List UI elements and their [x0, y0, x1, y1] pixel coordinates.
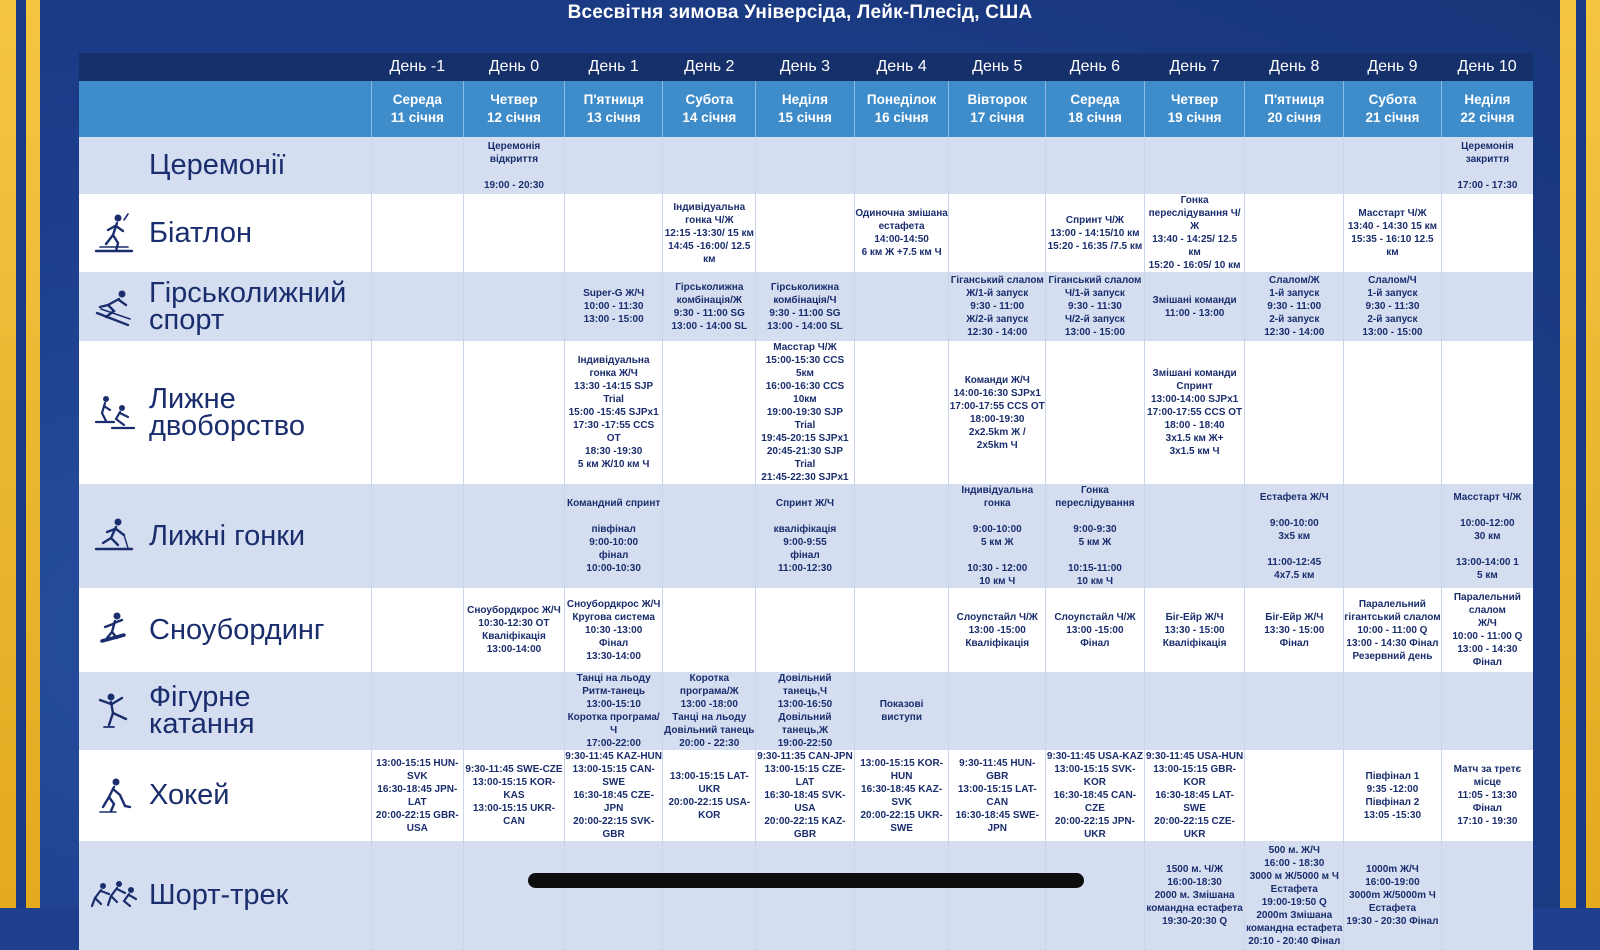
schedule-cell	[949, 841, 1046, 950]
schedule-cell	[663, 841, 756, 950]
date-label: 17 січня	[970, 110, 1025, 125]
weekday-label: Середа	[1070, 92, 1120, 107]
schedule-cell	[1144, 484, 1245, 588]
day-number-header: День 10	[1441, 53, 1533, 81]
schedule-cell: Super-G Ж/Ч 10:00 - 11:30 13:00 - 15:00	[564, 272, 663, 341]
date-label: 19 січня	[1167, 110, 1222, 125]
sport-name: Шорт-трек	[149, 879, 289, 911]
cross-country-icon	[79, 514, 149, 558]
schedule-cell	[371, 194, 464, 272]
schedule-cell: Естафета Ж/Ч 9:00-10:00 3x5 км 11:00-12:45 4x7.5 км	[1245, 484, 1344, 588]
schedule-cell: Біг-Ейр Ж/Ч 13:30 - 15:00 Фінал	[1245, 588, 1344, 672]
schedule-cell: Спринт Ж/Ч кваліфікація 9:00-9:55 фінал 11:00-12:30	[756, 484, 855, 588]
schedule-cell	[371, 341, 464, 484]
schedule-cell	[1245, 137, 1344, 194]
day-date-row	[79, 81, 1533, 137]
schedule-cell: Довільний танець,Ч 13:00-16:50 Довільний танець,Ж 19:00-22:50	[756, 672, 855, 750]
schedule-cell: Змішані команди Спринт 13:00-14:00 SJPx1 17:00-17:55 CCS OT 18:00 - 18:40 3x1.5 км Ж+ 3x1.5 км Ч	[1144, 341, 1245, 484]
sport-name: Сноубординг	[149, 613, 325, 646]
day-number-header: День 8	[1245, 53, 1344, 81]
schedule-cell: 9:30-11:45 USA-HUN 13:00-15:15 GBR-KOR 16:30-18:45 LAT-SWE 20:00-22:15 CZE-UKR	[1145, 751, 1244, 840]
schedule-row	[79, 194, 1533, 272]
schedule-cell: Сноубордкрос Ж/Ч Кругова система 10:30 -13:00 Фінал 13:30-14:00	[564, 588, 663, 672]
schedule-cell	[371, 588, 464, 672]
schedule-cell: Паралельний слалом Ж/Ч 10:00 - 11:00 Q 13:00 - 14:30 Фінал	[1441, 588, 1533, 672]
schedule-cell	[564, 137, 663, 194]
day-date-header	[1344, 81, 1442, 137]
schedule-cell	[1441, 841, 1533, 950]
sport-cell	[79, 750, 371, 841]
date-label: 15 січня	[777, 110, 832, 125]
schedule-cell	[854, 137, 949, 194]
home-indicator-bar[interactable]	[528, 873, 1084, 888]
schedule-cell: Змішані команди 11:00 - 13:00	[1144, 272, 1245, 341]
schedule-cell	[371, 672, 464, 750]
schedule-cell: Індивідуальна гонка 9:00-10:00 5 км Ж 10:30 - 12:00 10 км Ч	[949, 484, 1046, 588]
day-date-header	[1144, 81, 1245, 137]
schedule-cell: Спринт Ч/Ж 13:00 - 14:15/10 км 15:20 - 16:35 /7.5 км	[1046, 194, 1145, 272]
date-label: 16 січня	[874, 110, 929, 125]
sport-name: Гірськолижний спорт	[149, 276, 347, 336]
schedule-cell	[1245, 341, 1344, 484]
schedule-cell: 9:30-11:45 USA-KAZ 13:00-15:15 SVK-KOR 16:30-18:45 CAN-CZE 20:00-22:15 JPN-UKR	[1046, 751, 1143, 840]
schedule-cell: Слалом/Ж 1-й запуск 9:30 - 11:00 2-й запуск 12:30 - 14:00	[1245, 272, 1344, 341]
right-gold-border	[1560, 0, 1600, 908]
schedule-cell	[1441, 672, 1533, 750]
schedule-cell	[756, 588, 855, 672]
schedule-cell: Паралельний гігантський слалом 10:00 - 11:00 Q 13:00 - 14:30 Фінал Резервний день	[1344, 588, 1442, 672]
day-number-header: День 2	[663, 53, 756, 81]
weekday-label: Субота	[1368, 92, 1417, 107]
schedule-cell	[371, 841, 464, 950]
schedule-cell	[371, 272, 464, 341]
hockey-icon	[79, 774, 149, 818]
schedule-cell	[949, 137, 1046, 194]
schedule-cell	[949, 194, 1046, 272]
schedule-cell: Слоупстайл Ч/Ж 13:00 -15:00 Фінал	[1046, 588, 1145, 672]
short-track-icon	[79, 874, 149, 918]
schedule-cell	[464, 194, 565, 272]
weekday-label: Понеділок	[866, 92, 937, 107]
schedule-cell: Церемонія відкриття 19:00 - 20:30	[464, 137, 565, 194]
sport-cell	[79, 484, 371, 588]
schedule-cell	[464, 672, 565, 750]
date-label: 20 січня	[1267, 110, 1322, 125]
schedule-cell	[854, 272, 949, 341]
schedule-cell: Показові виступи	[854, 672, 949, 750]
schedule-cell: Біг-Ейр Ж/Ч 13:30 - 15:00 Кваліфікація	[1144, 588, 1245, 672]
weekday-label: Четвер	[1170, 92, 1219, 107]
day-date-header	[756, 81, 855, 137]
day-number-header: День 5	[949, 53, 1046, 81]
schedule-cell: 1500 м. Ч/Ж 16:00-18:30 2000 м. Змішана командна естафета 19:30-20:30 Q	[1144, 841, 1245, 950]
sport-cell	[79, 194, 371, 272]
schedule-cell: Масстар Ч/Ж 15:00-15:30 CCS 5км 16:00-16:30 CCS 10км 19:00-19:30 SJP Trial 19:45-20:15 SJPx1 20:45-21:30 SJP Trial 21:45-22:30 SJPx1	[756, 341, 855, 484]
schedule-cell: Команди Ж/Ч 14:00-16:30 SJPx1 17:00-17:55 CCS OT 18:00-19:30 2x2.5km Ж / 2x5km Ч	[949, 341, 1046, 484]
schedule-cell: Півфінал 1 9:35 -12:00 Півфінал 2 13:05 -15:30	[1344, 750, 1442, 841]
schedule-cell: Масстарт Ч/Ж 13:40 - 14:30 15 км 15:35 - 16:10 12.5 км	[1344, 194, 1442, 272]
schedule-cell	[663, 588, 756, 672]
schedule-cell: Одиночна змішана естафета 14:00-14:50 6 км Ж +7.5 км Ч	[854, 194, 949, 272]
figure-skating-icon	[79, 689, 149, 733]
date-label: 18 січня	[1067, 110, 1122, 125]
sport-cell	[79, 272, 371, 341]
date-label: 14 січня	[682, 110, 737, 125]
schedule-cell	[1344, 137, 1442, 194]
schedule-cell: 9:30-11:35 CAN-JPN 13:00-15:15 CZE-LAT 16:30-18:45 SVK-USA 20:00-22:15 KAZ-GBR	[757, 751, 853, 840]
day-number-header: День 3	[756, 53, 855, 81]
sport-cell	[79, 672, 371, 750]
schedule-cell	[1245, 750, 1344, 841]
day-date-header	[564, 81, 663, 137]
day-date-header	[1441, 81, 1533, 137]
schedule-cell	[464, 341, 565, 484]
sport-cell	[79, 137, 371, 194]
schedule-cell	[756, 841, 855, 950]
date-label: 21 січня	[1365, 110, 1420, 125]
schedule-cell	[1144, 672, 1245, 750]
sport-cell	[79, 341, 371, 484]
schedule-cell	[854, 841, 949, 950]
date-label: 11 січня	[390, 110, 444, 125]
schedule-cell	[1046, 137, 1145, 194]
sport-name: Біатлон	[149, 216, 253, 249]
schedule-cell	[1441, 272, 1533, 341]
day-number-header: День 4	[854, 53, 949, 81]
schedule-cell	[1344, 341, 1442, 484]
biathlon-icon	[79, 211, 149, 255]
schedule-cell	[464, 272, 565, 341]
schedule-cell	[756, 137, 855, 194]
schedule-cell	[1046, 672, 1145, 750]
schedule-cell	[464, 841, 565, 950]
weekday-label: П'ятниця	[583, 92, 644, 107]
schedule-cell	[1245, 194, 1344, 272]
sport-cell	[79, 588, 371, 672]
schedule-cell	[371, 484, 464, 588]
schedule-cell: Гонка переслідування Ч/Ж 13:40 - 14:25/ 12.5 км 15:20 - 16:05/ 10 км	[1144, 194, 1245, 272]
schedule-cell	[1245, 672, 1344, 750]
schedule-cell: 13:00-15:15 LAT-UKR 20:00-22:15 USA-KOR	[663, 750, 756, 841]
day-date-header	[1046, 81, 1145, 137]
date-label: 13 січня	[586, 110, 641, 125]
schedule-cell: Масстарт Ч/Ж 10:00-12:00 30 км 13:00-14:00 1 5 км	[1441, 484, 1533, 588]
schedule-cell: Гірськолижна комбінація/Ж 9:30 - 11:00 SG 13:00 - 14:00 SL	[663, 272, 756, 341]
schedule-cell: Слоупстайл Ч/Ж 13:00 -15:00 Кваліфікація	[949, 588, 1046, 672]
schedule-cell	[464, 484, 565, 588]
day-number-header: День 1	[564, 53, 663, 81]
sport-name: Фігурне катання	[149, 681, 255, 740]
day-number-header: День 7	[1144, 53, 1245, 81]
day-number-header: День 9	[1344, 53, 1442, 81]
day-date-header	[1245, 81, 1344, 137]
date-label: 12 січня	[487, 110, 541, 125]
day-number-row	[79, 53, 1533, 81]
schedule-cell	[1344, 672, 1442, 750]
page-title: Всесвітня зимова Універсіда, Лейк-Плесід, США	[567, 2, 1033, 23]
schedule-body	[79, 137, 1533, 950]
day-date-header	[949, 81, 1046, 137]
schedule-cell	[564, 194, 663, 272]
schedule-cell	[564, 841, 663, 950]
day-date-header	[464, 81, 565, 137]
corner-cell	[79, 81, 371, 137]
weekday-label: Вівторок	[967, 92, 1028, 107]
schedule-cell	[854, 588, 949, 672]
schedule-cell	[1046, 841, 1145, 950]
schedule-cell: 9:30-11:45 KAZ-HUN 13:00-15:15 CAN-SWE 16:30-18:45 CZE-JPN 20:00-22:15 SVK-GBR	[565, 751, 662, 840]
sport-cell	[79, 841, 371, 950]
schedule-cell: Сноубордкрос Ж/Ч 10:30-12:30 OT Кваліфікація 13:00-14:00	[464, 588, 565, 672]
schedule-cell: Гонка переслідування 9:00-9:30 5 км Ж 10:15-11:00 10 км Ч	[1046, 484, 1145, 588]
sport-name: Церемонії	[149, 149, 286, 181]
schedule-row	[79, 841, 1533, 950]
schedule-cell	[854, 341, 949, 484]
weekday-label: Середа	[392, 92, 442, 107]
schedule-cell: Матч за третє місце 11:05 - 13:30 Фінал 17:10 - 19:30	[1441, 750, 1533, 841]
schedule-row	[79, 672, 1533, 750]
schedule-cell: 13:00-15:15 KOR-HUN 16:30-18:45 KAZ-SVK 20:00-22:15 UKR-SWE	[854, 750, 949, 841]
schedule-cell: Танці на льоду Ритм-танець 13:00-15:10 Коротка програма/Ч 17:00-22:00	[564, 672, 663, 750]
sport-name: Лижні гонки	[149, 519, 306, 552]
schedule-cell: Гіганський слалом Ж/1-й запуск 9:30 - 11:00 Ж/2-й запуск 12:30 - 14:00	[949, 272, 1046, 341]
schedule-cell	[663, 484, 756, 588]
schedule-cell	[1344, 484, 1442, 588]
left-gold-border	[0, 0, 40, 908]
schedule-table	[79, 53, 1533, 950]
snowboard-icon	[79, 608, 149, 652]
sport-name: Хокей	[149, 779, 230, 811]
schedule-cell: Церемонія закриття 17:00 - 17:30	[1441, 137, 1533, 194]
schedule-row	[79, 341, 1533, 484]
schedule-cell: 1000m Ж/Ч 16:00-19:00 3000m Ж/5000m Ч Естафета 19:30 - 20:30 Фінал	[1344, 841, 1442, 950]
day-date-header	[854, 81, 949, 137]
schedule-cell: Гіганський слалом Ч/1-й запуск 9:30 - 11:30 Ч/2-й запуск 13:00 - 15:00	[1046, 272, 1145, 341]
schedule-cell: 9:30-11:45 SWE-CZE 13:00-15:15 KOR-KAS 13:00-15:15 UKR-CAN	[464, 750, 565, 841]
schedule-row	[79, 484, 1533, 588]
schedule-cell	[1441, 341, 1533, 484]
day-date-header	[663, 81, 756, 137]
schedule-cell: 13:00-15:15 HUN-SVK 16:30-18:45 JPN-LAT 20:00-22:15 GBR-USA	[371, 750, 464, 841]
schedule-cell	[1046, 341, 1145, 484]
day-date-header	[371, 81, 464, 137]
date-label: 22 січня	[1460, 110, 1515, 125]
schedule-cell	[1441, 194, 1533, 272]
schedule-cell: Гірськолижна комбінація/Ч 9:30 - 11:00 SG 13:00 - 14:00 SL	[756, 272, 855, 341]
schedule-cell: Слалом/Ч 1-й запуск 9:30 - 11:30 2-й запуск 13:00 - 15:00	[1344, 272, 1442, 341]
schedule-cell: Командний спринт півфінал 9:00-10:00 фінал 10:00-10:30	[564, 484, 663, 588]
schedule-cell	[663, 137, 756, 194]
weekday-label: Субота	[685, 92, 734, 107]
nordic-combined-icon	[79, 391, 149, 435]
schedule-row	[79, 272, 1533, 341]
schedule-row	[79, 750, 1533, 841]
corner-cell	[79, 53, 371, 81]
weekday-label: Неділя	[1464, 92, 1511, 107]
schedule-cell	[1144, 137, 1245, 194]
schedule-row	[79, 137, 1533, 194]
schedule-row	[79, 588, 1533, 672]
sport-name: Лижне двоборство	[149, 382, 305, 442]
schedule-cell	[663, 341, 756, 484]
schedule-cell: Індивідуальна гонка Ч/Ж 12:15 -13:30/ 15 км 14:45 -16:00/ 12.5 км	[663, 194, 756, 272]
schedule-cell	[854, 484, 949, 588]
weekday-label: Четвер	[490, 92, 538, 107]
day-number-header: День 0	[464, 53, 565, 81]
schedule-cell: 500 м. Ж/Ч 16:00 - 18:30 3000 м Ж/5000 м Ч Естафета 19:00-19:50 Q 2000m Змішана командна естафета 20:10 - 20:40 Фінал	[1245, 841, 1344, 950]
schedule-cell	[371, 137, 464, 194]
schedule-cell	[756, 194, 855, 272]
alpine-ski-icon	[79, 285, 149, 329]
weekday-label: Неділя	[781, 92, 828, 107]
weekday-label: П'ятниця	[1264, 92, 1325, 107]
day-number-header: День -1	[371, 53, 464, 81]
schedule-cell	[949, 672, 1046, 750]
schedule-cell: Індивідуальна гонка Ж/Ч 13:30 -14:15 SJP Trial 15:00 -15:45 SJPx1 17:30 -17:55 CCS OT 18:30 -19:30 5 км Ж/10 км Ч	[564, 341, 663, 484]
schedule-cell: 9:30-11:45 HUN-GBR 13:00-15:15 LAT-CAN 16:30-18:45 SWE-JPN	[949, 750, 1046, 841]
day-number-header: День 6	[1046, 53, 1145, 81]
schedule-cell: Коротка програма/Ж 13:00 -18:00 Танці на льоду Довільний танець 20:00 - 22:30	[664, 673, 755, 749]
